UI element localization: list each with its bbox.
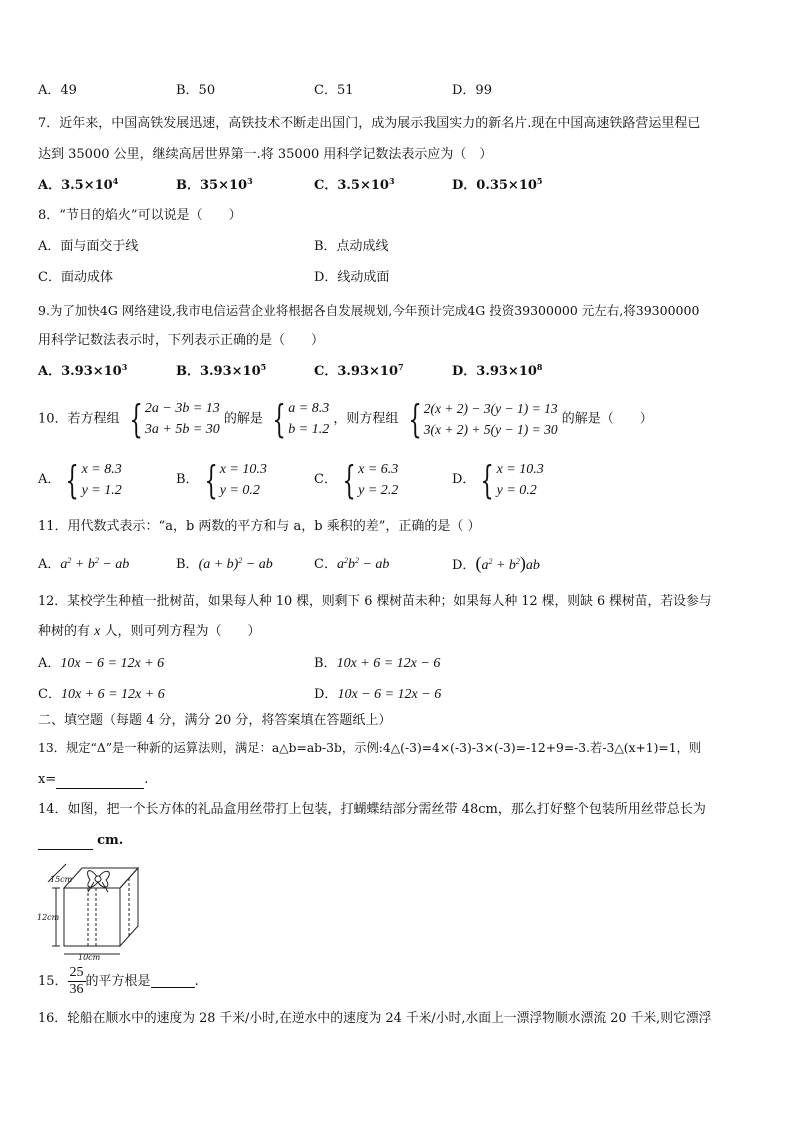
- dimension-width-label: 10cm: [78, 953, 101, 962]
- dimension-height-label: 12cm: [37, 913, 60, 922]
- q13-stem-line2: x= .: [38, 772, 149, 787]
- q14-stem-line2: cm.: [38, 832, 123, 850]
- q9-option-b: B．$3.93\times 10^5$: [176, 362, 267, 379]
- q12-stem-line2: 种树的有 x 人，则可列方程为（ ）: [38, 624, 261, 639]
- gift-box-figure: [36, 860, 156, 962]
- q15-answer-blank[interactable]: [151, 975, 195, 988]
- q7-stem-line2: 达到 35000 公里，继续高居世界第一.将 35000 用科学记数法表示应为（ ）: [38, 147, 493, 162]
- q10-mid1: 的解是: [223, 411, 263, 427]
- q12-option-a: A．10x − 6 = 12x + 6: [38, 656, 165, 671]
- q6-option-b: B．50: [176, 83, 216, 98]
- q6-option-d: D．99: [452, 83, 492, 98]
- q10-solution-1: { a = 8.3 b = 1.2: [272, 397, 330, 441]
- q6-option-c: C．51: [314, 83, 354, 98]
- q7-option-d: D．$0.35\times 10^5$: [452, 176, 543, 193]
- q10-option-b: B． { x = 10.3 y = 0.2: [176, 457, 267, 502]
- q10-option-c: C． { x = 6.3 y = 2.2: [314, 457, 399, 502]
- q10-system-2: { 2(x + 2) − 3(y − 1) = 13 3(x + 2) + 5(y − 1) = 30: [407, 397, 558, 441]
- section-heading-fill-in: 二、填空题（每题 4 分，满分 20 分，将答案填在答题纸上）: [38, 713, 392, 728]
- q9-option-c: C．$3.93\times 10^7$: [314, 362, 404, 379]
- q9-stem-line2: 用科学记数法表示时，下列表示正确的是（ ）: [38, 333, 325, 348]
- q10-system-1: { 2a − 3b = 13 3a + 5b = 30: [129, 397, 220, 441]
- q11-option-a: A．$a^2 + b^2$ − ab: [38, 556, 130, 572]
- q14-answer-blank[interactable]: [38, 835, 93, 850]
- q11-stem: 11．用代数式表示：“a，b 两数的平方和与 a，b 乘积的差”，正确的是（ ）: [38, 519, 481, 534]
- q8-option-d: D．线动成面: [314, 270, 390, 285]
- q10-prefix: 10．若方程组: [38, 411, 120, 427]
- q11-option-c: C．$a^2b^2$ − ab: [314, 556, 390, 572]
- q7-option-c: C．$3.5\times 10^3$: [314, 176, 395, 193]
- q10-option-d: D． { x = 10.3 y = 0.2: [452, 457, 544, 502]
- q9-stem-line1: 9.为了加快4G 网络建设,我市电信运营企业将根据各自发展规划,今年预计完成4G 投资39300000 元左右,将39300000: [38, 303, 700, 318]
- q8-stem: 8．“节日的焰火”可以说是（ ）: [38, 208, 242, 223]
- q7-stem-line1: 7．近年来，中国高铁发展迅速，高铁技术不断走出国门，成为展示我国实力的新名片.现在中国高速铁路营运里程已: [38, 116, 701, 131]
- dimension-depth-label: 15cm: [50, 875, 73, 884]
- q7-option-b: B．$35\times 10^3$: [176, 176, 253, 193]
- q15-stem: 15． $\frac{25}{36}$ 的平方根是 .: [38, 965, 199, 997]
- q15-fraction: $\frac{25}{36}$: [69, 965, 84, 997]
- q13-answer-blank[interactable]: [56, 774, 144, 789]
- q12-option-d: D．10x − 6 = 12x − 6: [314, 687, 442, 702]
- q11-option-d: D．$(a^2 + b^2)ab$: [452, 553, 540, 573]
- q8-option-c: C．面动成体: [38, 270, 113, 285]
- q10-stem: [38, 398, 653, 441]
- q13-stem-line1: 13．规定“Δ”是一种新的运算法则，满足：a△b=ab-3b，示例:4△(-3)=4×(-3)-3×(-3)=-12+9=-3.若-3△(x+1)=1，则: [38, 741, 702, 755]
- q7-option-a: A．$3.5\times 10^4$: [38, 176, 119, 193]
- q8-option-a: A．面与面交于线: [38, 239, 139, 254]
- q9-option-a: A．$3.93\times 10^3$: [38, 362, 128, 379]
- q10-suffix: 的解是（ ）: [561, 411, 653, 427]
- q8-option-b: B．点动成线: [314, 239, 389, 254]
- q10-mid2: ，则方程组: [333, 411, 399, 427]
- q10-option-a: A． { x = 8.3 y = 1.2: [38, 457, 122, 502]
- q9-option-d: D．$3.93\times 10^8$: [452, 362, 543, 379]
- q6-option-a: A．49: [38, 83, 77, 98]
- q14-stem-line1: 14．如图，把一个长方体的礼品盒用丝带打上包装，打蝴蝶结部分需丝带 48cm，那么打好整个包装所用丝带总长为: [38, 802, 706, 817]
- q12-option-b: B．10x + 6 = 12x − 6: [314, 656, 441, 671]
- q16-stem-line1: 16．轮船在顺水中的速度为 28 千米/小时,在逆水中的速度为 24 千米/小时,水面上一漂浮物顺水漂流 20 千米,则它漂浮: [38, 1011, 712, 1026]
- q12-option-c: C．10x + 6 = 12x + 6: [38, 687, 165, 702]
- q11-option-b: B．$(a + b)^2$ − ab: [176, 556, 273, 572]
- q12-stem-line1: 12．某校学生种植一批树苗，如果每人种 10 棵，则剩下 6 棵树苗未种；如果每人种 12 棵，则缺 6 棵树苗，若设参与: [38, 594, 712, 609]
